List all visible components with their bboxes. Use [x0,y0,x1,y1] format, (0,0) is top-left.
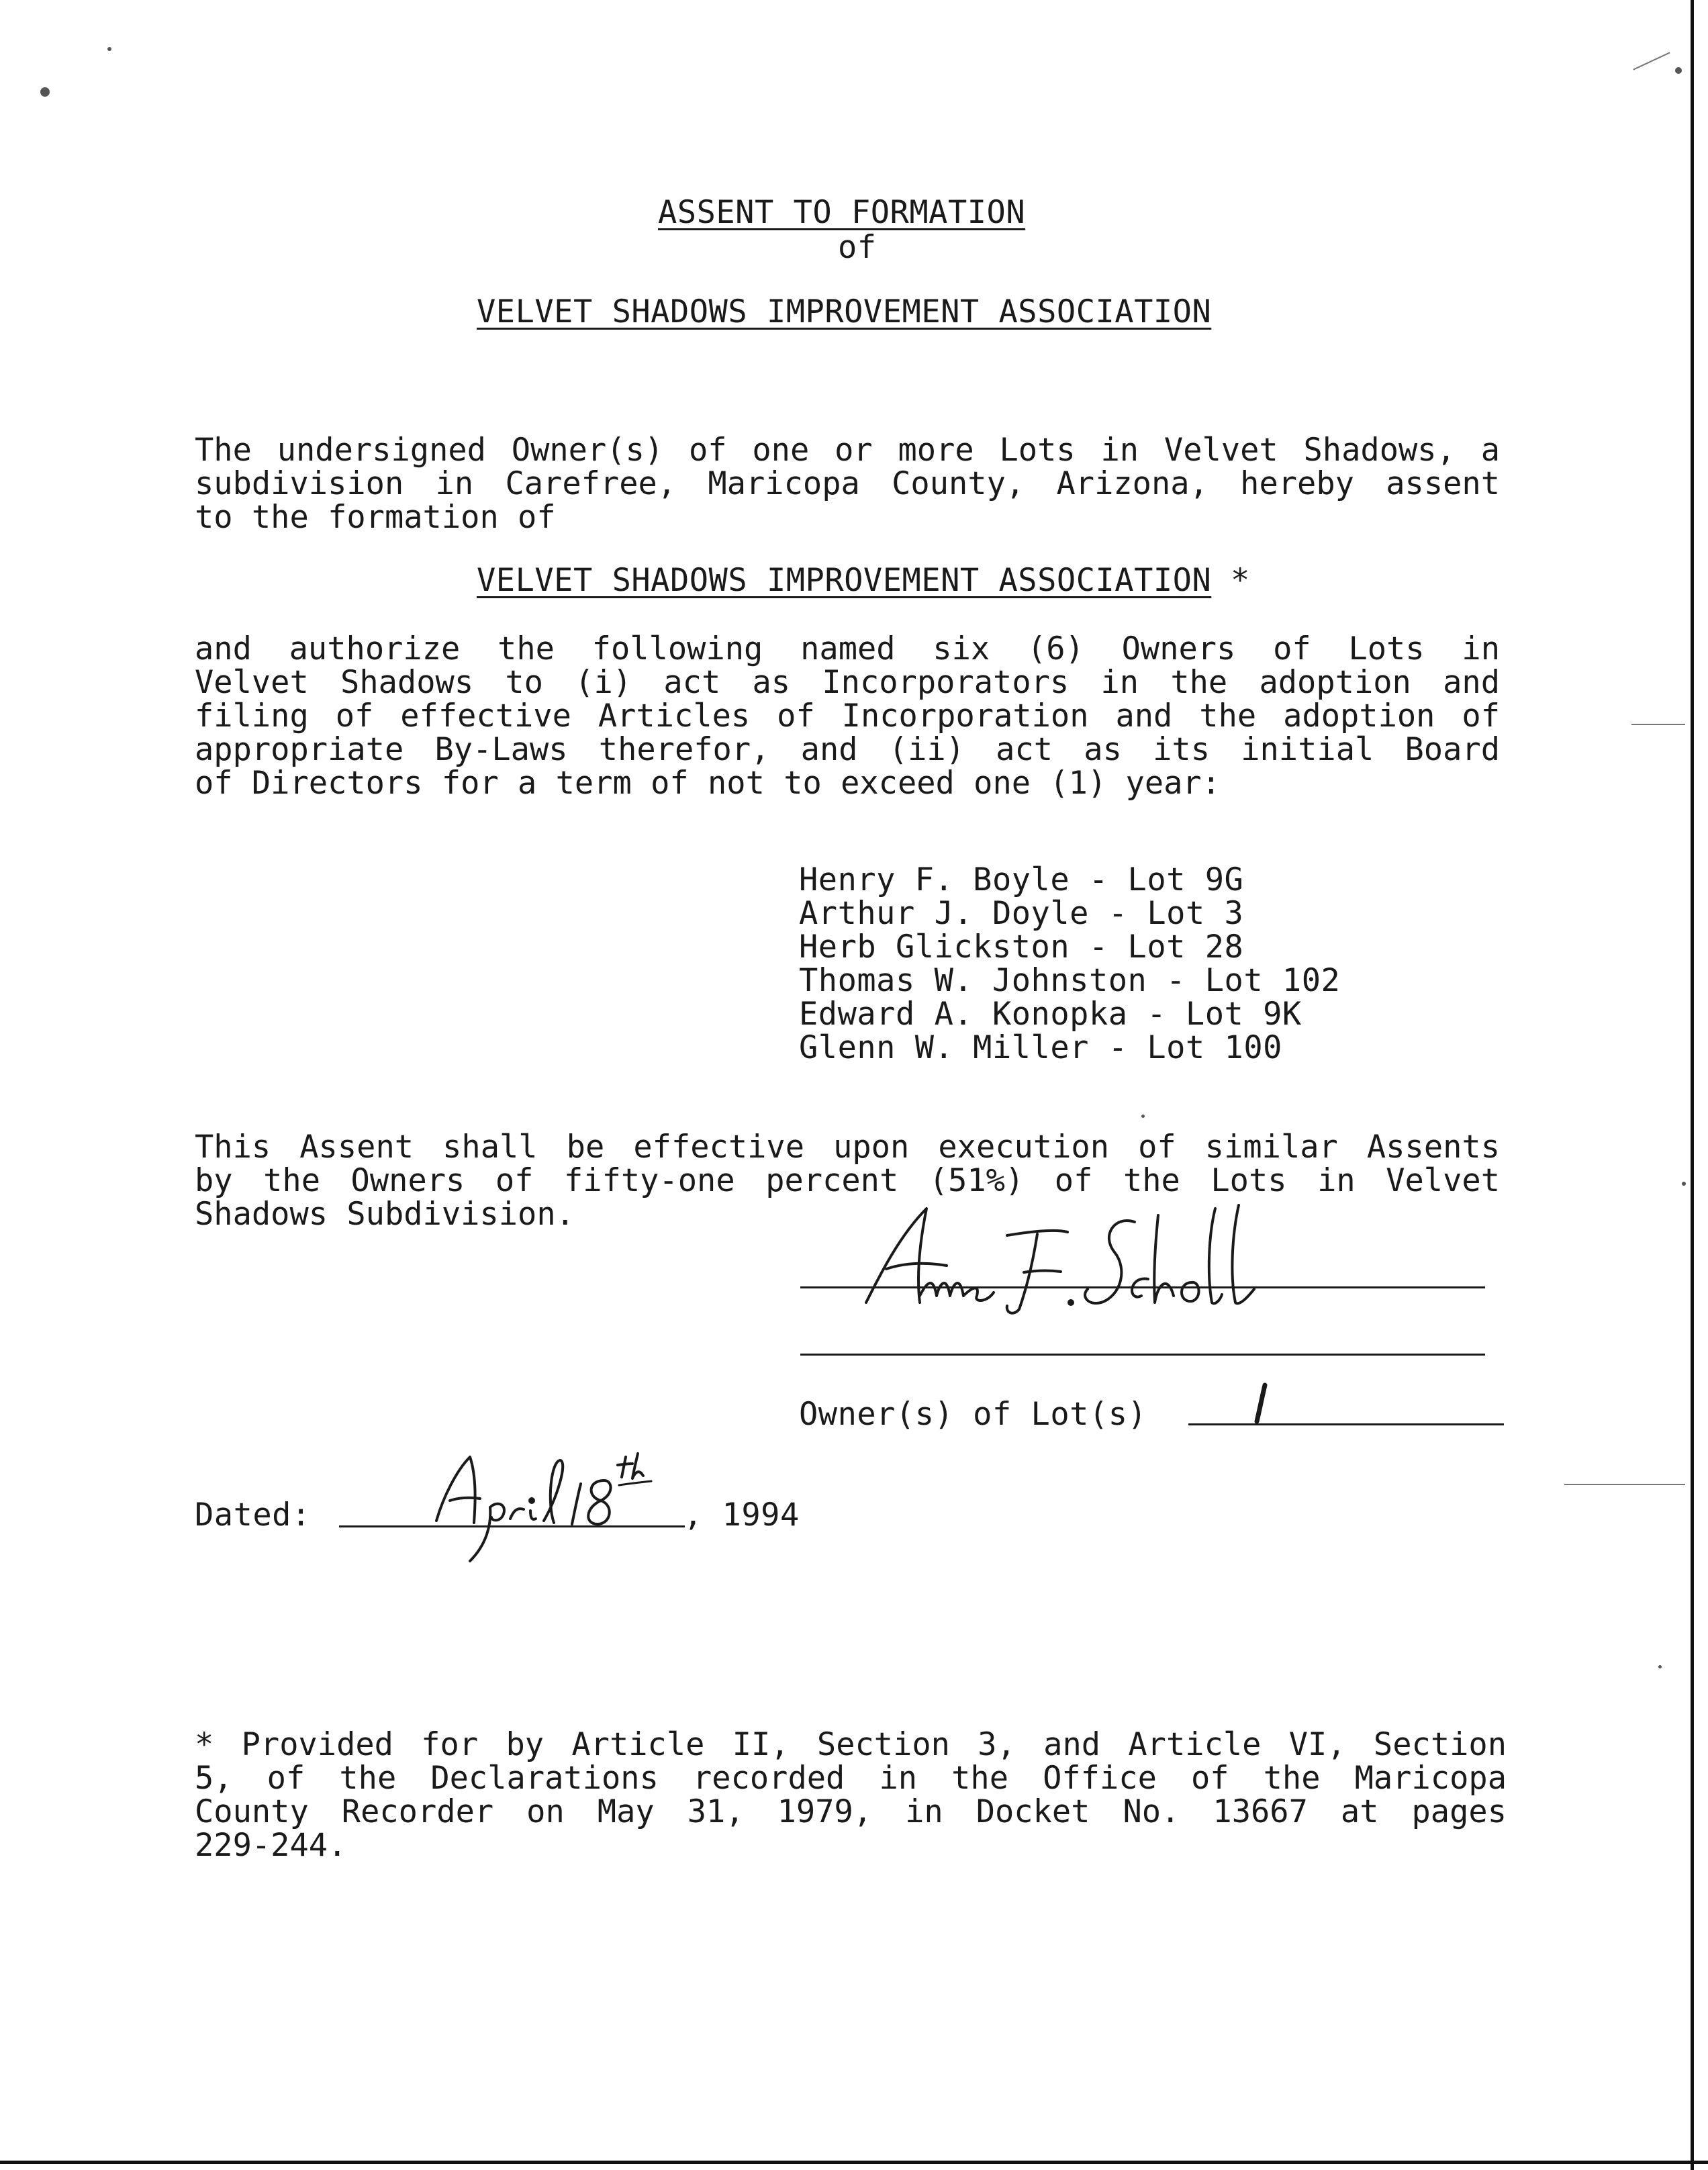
footnote-line-3: County Recorder on May 31, 1979, in Docket No. 13667 at pages [195,1793,1507,1830]
intro-line-3: to the formation of [195,499,556,536]
effective-line-3: Shadows Subdivision. [195,1196,575,1233]
footnote-line-2: 5, of the Declarations recorded in the Office of the Maricopa [195,1760,1507,1797]
association-heading: VELVET SHADOWS IMPROVEMENT ASSOCIATION [477,293,1212,330]
owner-lot-line [1188,1423,1504,1425]
owner-lot-label: Owner(s) of Lot(s) [799,1396,1147,1433]
intro-line-1: The undersigned Owner(s) of one or more Lots in Velvet Shadows, a [195,432,1500,469]
incorporator-item: Arthur J. Doyle - Lot 3 [799,895,1244,932]
second-signature-line [800,1354,1485,1356]
scan-speck [107,47,111,51]
authorize-line-4: appropriate By-Laws therefor, and (ii) act as its initial Board [195,731,1500,768]
handwritten-date [430,1444,685,1564]
dated-year: , 1994 [683,1497,800,1534]
authorize-line-3: filing of effective Articles of Incorporation and the adoption of [195,698,1500,735]
owner-signature [853,1195,1282,1316]
association-center-name: VELVET SHADOWS IMPROVEMENT ASSOCIATION [477,562,1212,599]
incorporator-item: Herb Glickston - Lot 28 [799,929,1244,965]
incorporator-item: Henry F. Boyle - Lot 9G [799,861,1244,898]
title-of: of [838,229,877,266]
scan-mark [1564,1484,1685,1485]
authorize-line-2: Velvet Shadows to (i) act as Incorporators in the adoption and [195,664,1500,701]
scan-border-bottom [0,2161,1708,2164]
signature-line [800,1286,1485,1288]
authorize-line-1: and authorize the following named six (6) Owners of Lots in [195,630,1500,667]
scan-speck [1675,67,1682,74]
scan-mark [1631,724,1685,725]
scan-speck [1682,1182,1686,1186]
footnote-line-1: * Provided for by Article II, Section 3, and Article VI, Section [195,1726,1507,1763]
document-title: ASSENT TO FORMATION [658,194,1026,231]
footnote-marker: * [1211,562,1250,599]
incorporator-item: Glenn W. Miller - Lot 100 [799,1029,1282,1066]
intro-line-2: subdivision in Carefree, Maricopa County, Arizona, hereby assent [195,465,1500,502]
authorize-line-5: of Directors for a term of not to exceed one (1) year: [195,765,1221,802]
scan-speck [40,87,50,97]
incorporator-item: Thomas W. Johnston - Lot 102 [799,962,1341,999]
scan-speck [1141,1115,1145,1118]
dated-label: Dated: [195,1497,311,1534]
footnote-line-4: 229-244. [195,1827,347,1864]
scan-speck [1658,1665,1662,1668]
owner-lot-handwritten [1249,1380,1276,1427]
effective-line-1: This Assent shall be effective upon execution of similar Assents [195,1129,1500,1166]
scan-border-right [1691,0,1694,2170]
association-center [477,564,1250,598]
effective-line-2: by the Owners of fifty-one percent (51%) of the Lots in Velvet [195,1162,1500,1199]
incorporator-item: Edward A. Konopka - Lot 9K [799,996,1302,1033]
scan-mark [1633,52,1670,70]
